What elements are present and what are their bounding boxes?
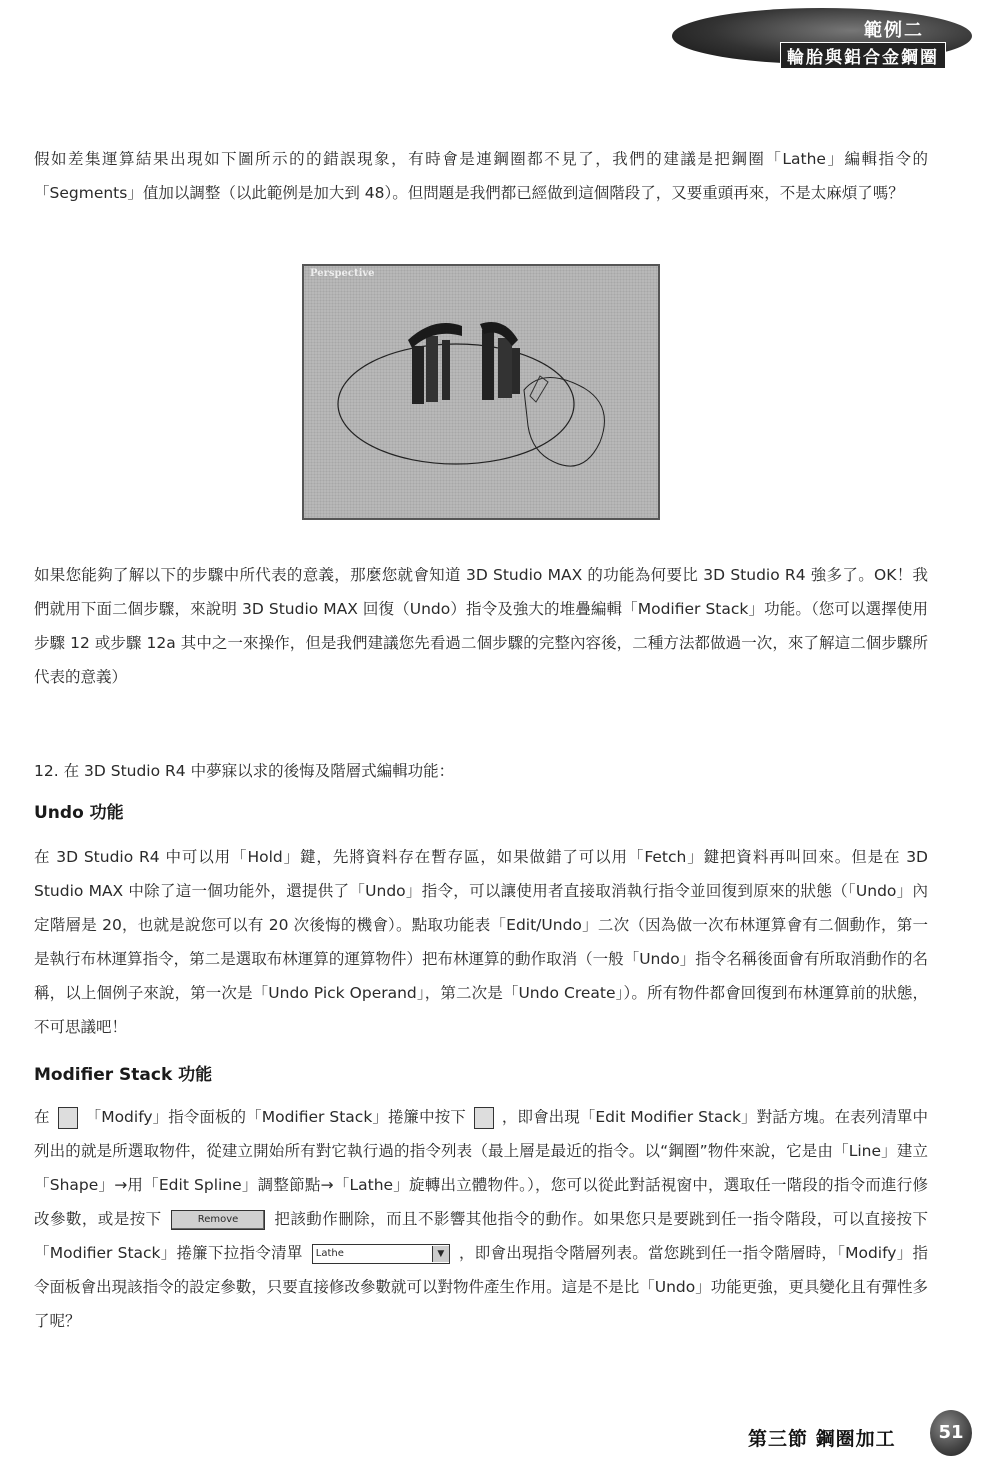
- page-number: 51: [930, 1410, 972, 1456]
- broken-rim-profile: [524, 377, 604, 466]
- remove-button[interactable]: Remove: [171, 1210, 265, 1230]
- modifier-text-c: ，即會出現「Edit Modifier Stack」對話方塊。在表列清單中列出的就是所選取物件，從建立開始所有對它執行過的指令列表（最上層是最近的指令。以“鋼圈”物件來說，它是由「Line」建立「Shape」→用「Edit Spline」調整節點→「Lathe」旋轉出立體物件。），您可以從此對話視窗中，選取任一階段的指令而進行修改參數，或是按下: [34, 1108, 928, 1228]
- badge-title: 範例二: [864, 20, 924, 41]
- wheel-segments-right: [480, 322, 520, 400]
- chapter-badge: [672, 8, 984, 68]
- modifier-section-text: [34, 1100, 928, 1338]
- dropdown-value: Lathe: [315, 1247, 344, 1259]
- modifier-text-a: 在: [34, 1108, 50, 1126]
- badge-subtitle: 輪胎與鋁合金鋼圈: [780, 42, 946, 69]
- wheel-segments-left: [408, 323, 462, 404]
- modifier-text-e: ，即會出現指令階層列表。當您跳到任一指令階層時，「Modify」指令面板會出現該指令的設定參數，只要直接修改參數就可以對物件產生作用。這是不是比「Undo」功能更強，更具變化且有彈性多了呢？: [34, 1244, 928, 1330]
- modifier-section-title: Modifier Stack 功能: [34, 1065, 213, 1085]
- undo-section-text: 在 3D Studio R4 中可以用「Hold」鍵，先將資料存在暫存區，如果做錯了可以用「Fetch」鍵把資料再叫回來。但是在 3D Studio MAX 中除了這一個功能外，還提供了「Undo」指令，可以讓使用者直接取消執行指令並回復到原來的狀態（「Undo」內定階層是 20，也就是說您可以有 20 次後悔的機會）。點取功能表「Edit/Undo」二次（因為做一次布林運算會有二個動作，第一是執行布林運算指令，第二是選取布林運算的運算物件）把布林運算的動作取消（一般「Undo」指令名稱後面會有所取消動作的名稱，以上個例子來說，第一次是「Undo Pick Operand」，第二次是「Undo Create」）。所有物件都會回復到布林運算前的狀態，不可思議吧！: [34, 848, 928, 1036]
- modifier-stack-dropdown[interactable]: [312, 1244, 450, 1264]
- modifier-text-d: 把該動作刪除，而且不影響其他指令的動作。如果您只是要跳到任一指令階段，可以直接按下「Modifier Stack」捲簾下拉指令清單: [34, 1210, 928, 1262]
- explanation-paragraph: 如果您能夠了解以下的步驟中所代表的意義，那麼您就會知道 3D Studio MAX 的功能為何要比 3D Studio R4 強多了。OK！我們就用下面二個步驟，來說明 3D Studio MAX 回復（Undo）指令及強大的堆疊編輯「Modifier Stack」功能。（您可以選擇使用步驟 12 或步驟 12a 其中之一來操作，但是我們建議您先看過二個步驟的完整內容後，二種方法都做過一次，來了解這二個步驟所代表的意義）: [34, 566, 928, 686]
- viewport-label: Perspective: [310, 268, 375, 279]
- edit-stack-icon[interactable]: [474, 1107, 494, 1129]
- intro-paragraph: 假如差集運算結果出現如下圖所示的的錯誤現象，有時會是連鋼圈都不見了，我們的建議是把鋼圈「Lathe」編輯指令的「Segments」值加以調整（以此範例是加大到 48）。但問題是我們都已經做到這個階段了，又要重頭再來，不是太麻煩了嗎？: [34, 150, 928, 202]
- perspective-viewport-figure: [302, 264, 660, 520]
- figure-render: [304, 266, 658, 518]
- modifier-text-b: 「Modify」指令面板的「Modifier Stack」捲簾中按下: [85, 1108, 466, 1126]
- footer-section-title: 第三節 鋼圈加工: [748, 1428, 896, 1450]
- undo-section-title: Undo 功能: [34, 803, 124, 823]
- chevron-down-icon[interactable]: ▼: [432, 1246, 449, 1262]
- step-12-heading: 12. 在 3D Studio R4 中夢寐以求的後悔及階層式編輯功能：: [34, 762, 455, 780]
- wheel-ring-outline: [338, 344, 574, 464]
- modify-panel-icon[interactable]: [58, 1107, 78, 1129]
